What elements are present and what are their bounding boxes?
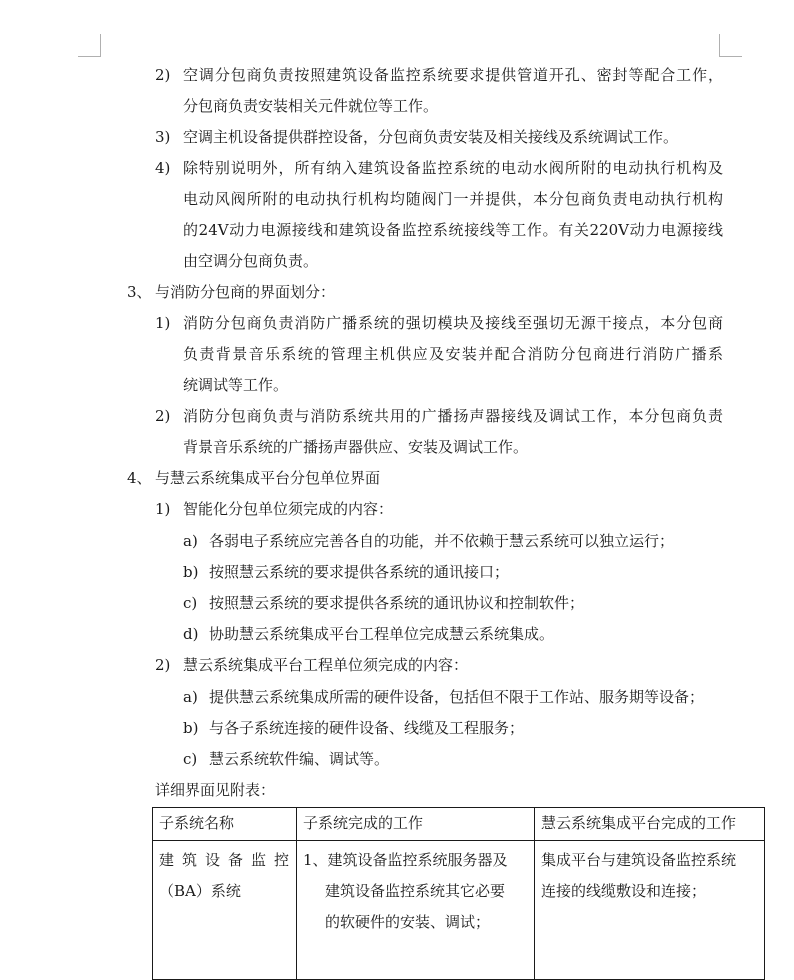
cell-line: （BA）系统: [159, 882, 241, 900]
paragraph-line: 由空调分包商负责。: [183, 252, 319, 270]
table-row: [153, 841, 765, 980]
section-number: 3、: [127, 283, 152, 301]
list-number: 1): [155, 314, 171, 332]
list-letter: c): [183, 750, 198, 768]
paragraph-line: 统调试等工作。: [183, 376, 289, 394]
list-number: 2): [155, 66, 171, 84]
paragraph-line: 消防分包商负责与消防系统共用的广播扬声器接线及调试工作，本分包商负责: [183, 407, 723, 425]
paragraph-line: 慧云系统软件编、调试等。: [209, 750, 390, 768]
cell-platform-work: [535, 841, 765, 980]
paragraph-line: 电动风阀所附的电动执行机构均随阀门一并提供，本分包商负责电动执行机构: [183, 190, 723, 208]
table-header-row: [153, 808, 765, 841]
paragraph-line: 分包商负责安装相关元件就位等工作。: [183, 97, 439, 115]
cell-subsystem-name: [153, 841, 297, 980]
paragraph-line: 空调分包商负责按照建筑设备监控系统要求提供管道开孔、密封等配合工作，: [183, 66, 723, 84]
section-number: 4、: [127, 469, 152, 487]
paragraph-line: 背景音乐系统的广播扬声器供应、安装及调试工作。: [183, 438, 529, 456]
paragraph-line: 按照慧云系统的要求提供各系统的通讯协议和控制软件；: [209, 594, 585, 612]
paragraph-line: 提供慧云系统集成所需的硬件设备，包括但不限于工作站、服务期等设备；: [209, 688, 705, 706]
header-platform-work: 慧云系统集成平台完成的工作: [535, 808, 765, 841]
paragraph-line: 智能化分包单位须完成的内容：: [183, 500, 394, 518]
table-caption: 详细界面见附表：: [155, 781, 276, 799]
crop-mark-top-left: [78, 34, 101, 57]
list-number: 3): [155, 128, 171, 146]
cell-line: 连接的线缆敷设和连接；: [541, 882, 707, 900]
paragraph-line: 负责背景音乐系统的管理主机供应及安装并配合消防分包商进行消防广播系: [183, 345, 723, 363]
paragraph-line: 各弱电子系统应完善各自的功能，并不依赖于慧云系统可以独立运行；: [209, 532, 675, 550]
list-number: 4): [155, 159, 171, 177]
paragraph-line: 除特别说明外，所有纳入建筑设备监控系统的电动水阀所附的电动执行机构及: [183, 159, 723, 177]
cell-line: 集成平台与建筑设备监控系统: [541, 851, 737, 869]
cell-line: 建筑设备监控: [159, 851, 289, 869]
list-letter: d): [183, 625, 199, 643]
paragraph-line: 空调主机设备提供群控设备，分包商负责安装及相关接线及系统调试工作。: [183, 128, 679, 146]
cell-line: 的软硬件的安装、调试；: [325, 913, 491, 931]
paragraph-line: 消防分包商负责消防广播系统的强切模块及接线至强切无源干接点，本分包商: [183, 314, 723, 332]
header-subsystem-name: 子系统名称: [153, 808, 297, 841]
section-heading: 与慧云系统集成平台分包单位界面: [155, 469, 381, 487]
list-number: 2): [155, 656, 171, 674]
section-heading: 与消防分包商的界面划分：: [155, 283, 336, 301]
interface-table: [152, 807, 765, 980]
list-letter: a): [183, 688, 198, 706]
paragraph-line: 的24V动力电源接线和建筑设备监控系统接线等工作。有关220V动力电源接线: [183, 221, 723, 239]
list-letter: b): [183, 719, 199, 737]
cell-line: 1、建筑设备监控系统服务器及: [303, 851, 508, 869]
list-number: 1): [155, 500, 171, 518]
paragraph-line: 按照慧云系统的要求提供各系统的通讯接口；: [209, 563, 510, 581]
paragraph-line: 慧云系统集成平台工程单位须完成的内容：: [183, 656, 469, 674]
cell-subsystem-work: [297, 841, 535, 980]
crop-mark-top-right: [719, 34, 742, 57]
list-number: 2): [155, 407, 171, 425]
paragraph-line: 与各子系统连接的硬件设备、线缆及工程服务；: [209, 719, 525, 737]
cell-line: 建筑设备监控系统其它必要: [325, 882, 506, 900]
list-letter: a): [183, 532, 198, 550]
paragraph-line: 协助慧云系统集成平台工程单位完成慧云系统集成。: [209, 625, 555, 643]
header-subsystem-work: 子系统完成的工作: [297, 808, 535, 841]
list-letter: b): [183, 563, 199, 581]
list-letter: c): [183, 594, 198, 612]
